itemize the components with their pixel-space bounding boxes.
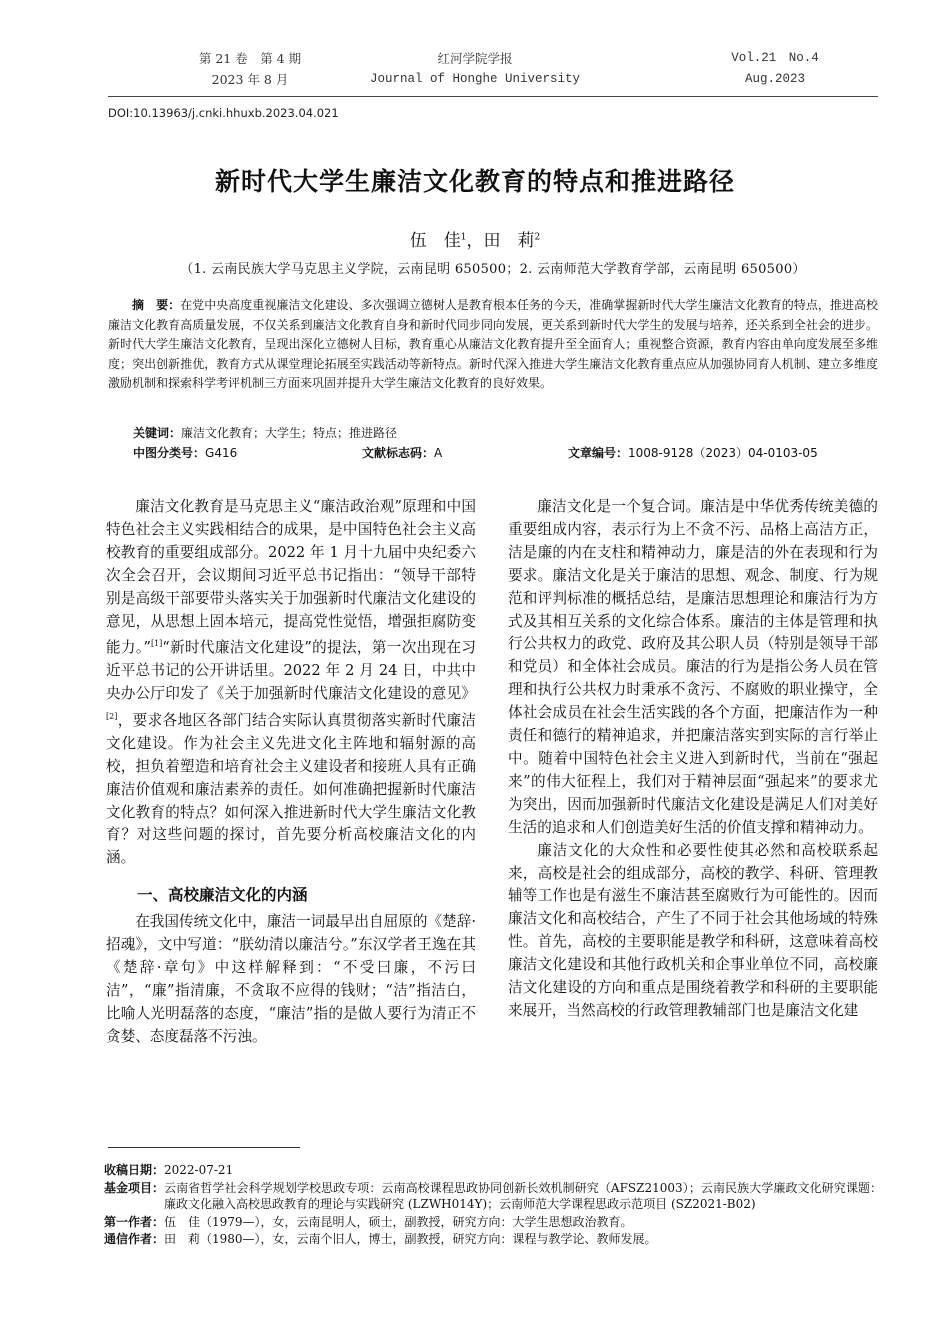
header-divider	[108, 96, 878, 97]
document-code-label: 文献标志码：	[362, 446, 435, 460]
body-column-right	[508, 496, 878, 1023]
author-2-affil-mark: 2	[534, 232, 541, 243]
paper-title: 新时代大学生廉洁文化教育的特点和推进路径	[214, 167, 735, 196]
abstract-label: 摘 要：	[132, 298, 181, 312]
volume-issue: 第 21 卷 第 4 期	[198, 51, 302, 66]
document-code	[362, 444, 442, 461]
publication-date: 2023 年 8 月	[211, 72, 289, 87]
doi[interactable]: DOI:10.13963/j.cnki.hhuxb.2023.04.021	[108, 106, 339, 120]
clc-value: G416	[205, 446, 238, 460]
author-1-affil-mark: 1	[460, 232, 467, 243]
citation-ref[interactable]: [1]	[150, 639, 163, 649]
author-2: 田 莉	[483, 231, 535, 251]
publication-date-en: Aug.2023	[744, 72, 805, 86]
journal-name-cn: 红河学院学报	[437, 51, 513, 66]
author-1: 伍 佳	[409, 231, 461, 251]
journal-name-en: Journal of Honghe University	[369, 72, 581, 86]
article-number-label: 文章编号：	[568, 446, 629, 460]
article-number-value: 1008-9128（2023）04-0103-05	[628, 446, 818, 460]
paragraph: 廉洁文化教育是马克思主义“廉洁政治观”原理和中国特色社会主义实践相结合的成果，是中国特色社会主义高校教育的重要组成部分。2022 年 1 月十九届中央纪委六次全会召开，会议期间习近平总书记指出：“领导干部特别是高级干部要带头落实关于加强新时代廉洁文化建设的意见，从思想上固本培元，提高党性觉悟，增强拒腐防变能力。”[1]“新时代廉洁文化建设”的提法，第一次出现在习近平总书记的公开讲话里。2022 年 2 月 24 日，中共中央办公厅印发了《关于加强新时代廉洁文化建设的意见》[2]，要求各地区各部门结合实际认真贯彻落实新时代廉洁文化建设。作为社会主义先进文化主阵地和辐射源的高校，担负着塑造和培育社会主义建设者和接班人具有正确廉洁价值观和廉洁素养的责任。如何准确把握新时代廉洁文化教育的特点？如何深入推进新时代大学生廉洁文化教育？对这些问题的探讨，首先要分析高校廉洁文化的内涵。	[106, 498, 476, 867]
author-separator: ，	[466, 231, 484, 251]
volume-issue-en: Vol.21 No.4	[731, 51, 819, 65]
paragraph: 廉洁文化是一个复合词。廉洁是中华优秀传统美德的重要组成内容，表示行为上不贪不污、品格上高洁方正，洁是廉的内在支柱和精神动力，廉是洁的外在表现和行为要求。廉洁文化是关于廉洁的思想、观念、制度、行为规范和评判标准的概括总结，是廉洁思想理论和廉洁行为方式及其相互关系的文化综合体系。廉洁的主体是管理和执行公共权力的政党、政府及其公职人员（特别是领导干部和党员）和全体社会成员。廉洁的行为是指公务人员在管理和执行公共权力时秉承不贪污、不腐败的职业操守，全体社会成员在社会生活实践的各个方面，把廉洁作为一种责任和德行的精神追求，并把廉洁落实到实际的言行举止中。随着中国特色社会主义进入到新时代，当前在“强起来”的伟大征程上，我们对于精神层面“强起来”的要求尤为突出，因而加强新时代廉洁文化建设是满足人们对美好生活的追求和人们创造美好生活的价值支撑和精神动力。	[508, 498, 878, 836]
footnote-divider	[108, 1147, 300, 1148]
footnote-first-author: 第一作者： 伍 佳（1979—），女，云南昆明人，硕士，副教授，研究方向：大学生思想政治教育。	[104, 1214, 633, 1229]
clc-label: 中图分类号：	[133, 446, 206, 460]
paragraph: 在我国传统文化中，廉洁一词最早出自屈原的《楚辞·招魂》，文中写道：“朕幼清以廉洁兮。”东汉学者王逸在其《楚辞·章句》中这样解释到：“不受曰廉，不污曰洁”，“廉”指清廉，不贪取不应得的钱财；“洁”指洁白，比喻人光明磊落的态度，“廉洁”指的是做人要行为清正不贪婪、态度磊落不污浊。	[106, 913, 476, 1045]
keywords	[133, 424, 397, 441]
paragraph: 廉洁文化的大众性和必要性使其必然和高校联系起来，高校是社会的组成部分，高校的教学、科研、管理教辅等工作也是有滋生不廉洁甚至腐败行为可能性的。因而廉洁文化和高校结合，产生了不同于社会其他场域的特殊性。首先，高校的主要职能是教学和科研，这意味着高校廉洁文化建设和其他行政机关和企事业单位不同，高校廉洁文化建设的方向和重点是围绕着教学和科研的主要职能来展开，当然高校的行政管理教辅部门也是廉洁文化建	[508, 841, 878, 1019]
journal-name	[340, 48, 610, 90]
abstract-text: 在党中央高度重视廉洁文化建设、多次强调立德树人是教育根本任务的今天，准确掌握新时代大学生廉洁文化教育的特点，推进高校廉洁文化教育高质量发展，不仅关系到廉洁文化教育自身和新时代同步同向发展，更关系到新时代大学生的发展与培养，还关系到全社会的进步。新时代大学生廉洁文化教育，呈现出深化立德树人目标，教育重心从廉洁文化教育提升至全面育人；重视整合资源，教育内容由单向度发展至多维度；突出创新推优，教育方式从课堂理论拓展至实践活动等新特点。新时代深入推进大学生廉洁文化教育重点应从加强协同育人机制、建立多维度激励机制和探索科学考评机制三方面来巩固并提升大学生廉洁文化教育的良好效果。	[108, 298, 878, 391]
journal-volume-info	[150, 48, 350, 90]
clc-number	[133, 444, 237, 461]
body-column-left	[106, 496, 476, 1049]
keywords-text: 廉洁文化教育；大学生；特点；推进路径	[181, 426, 398, 440]
citation-ref[interactable]: [2]	[106, 712, 118, 722]
section-heading: 一、高校廉洁文化的内涵	[137, 886, 308, 905]
article-number	[568, 444, 818, 461]
keywords-label: 关键词：	[133, 426, 182, 440]
abstract	[108, 296, 878, 394]
document-code-value: A	[434, 446, 443, 460]
author-line	[0, 226, 950, 251]
affiliations: （1. 云南民族大学马克思主义学院，云南昆明 650500；2. 云南师范大学教育学部，云南昆明 650500）	[180, 262, 806, 277]
journal-volume-info-en	[690, 48, 860, 90]
footnote-funding: 基金项目： 云南省哲学社会科学规划学校思政专项：云南高校课程思政协同创新长效机制研究（AFSZ21003）；云南民族大学廉政文化研究课题：廉政文化融入高校思政教育的理论与实践研究 (LZWH014Y)；云南师范大学课程思政示范项目 (SZ2021-B02)	[104, 1180, 882, 1211]
footnote-received: 收稿日期： 2022-07-21	[104, 1163, 234, 1177]
footnotes	[104, 1162, 882, 1249]
footnote-corresponding-author: 通信作者： 田 莉（1980—），女，云南个旧人，博士，副教授，研究方向：课程与教学论、教师发展。	[104, 1232, 657, 1246]
